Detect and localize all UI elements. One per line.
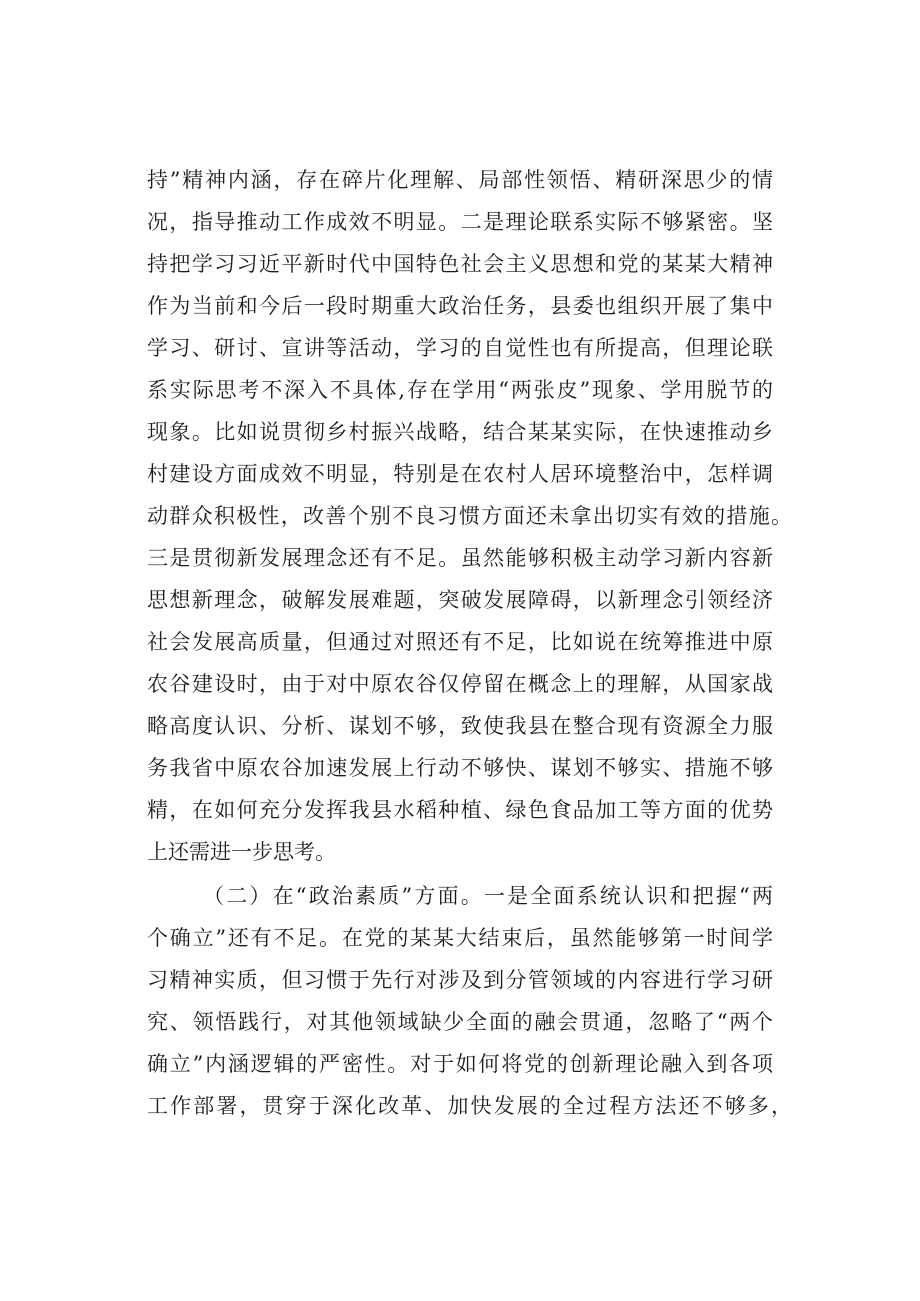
text-line: 三是贯彻新发展理念还有不足。虽然能够积极主动学习新内容新 [147,546,773,570]
text-line: 现象。比如说贯彻乡村振兴战略，结合某某实际，在快速推动乡 [147,420,773,444]
text-line: 动群众积极性，改善个别不良习惯方面还未拿出切实有效的措施。 [147,504,792,528]
text-line: 精，在如何充分发挥我县水稻种植、绿色食品加工等方面的优势 [147,798,773,822]
text-line: 确立”内涵逻辑的严密性。对于如何将党的创新理论融入到各项 [147,1052,773,1076]
text-line: 系实际思考不深入不具体,存在学用“两张皮”现象、学用脱节的 [147,378,773,402]
text-line: 村建设方面成效不明显，特别是在农村人居环境整治中，怎样调 [147,462,773,486]
text-line: 学习、研讨、宣讲等活动，学习的自觉性也有所提高，但理论联 [147,336,773,360]
text-line: （二）在“政治素质”方面。一是全面系统认识和把握“两 [203,884,773,908]
text-line: 略高度认识、分析、谋划不够，致使我县在整合现有资源全力服 [147,714,773,738]
text-line: 上还需进一步思考。 [147,840,336,864]
text-line: 况，指导推动工作成效不明显。二是理论联系实际不够紧密。坚 [147,210,773,234]
text-line: 工作部署，贯穿于深化改革、加快发展的全过程方法还不够多， [147,1094,792,1118]
text-line: 社会发展高质量，但通过对照还有不足，比如说在统筹推进中原 [147,630,773,654]
text-line: 持”精神内涵，存在碎片化理解、局部性领悟、精研深思少的情 [147,168,773,192]
text-line: 究、领悟践行，对其他领域缺少全面的融会贯通，忽略了“两个 [147,1010,773,1034]
text-line: 习精神实质，但习惯于先行对涉及到分管领域的内容进行学习研 [147,968,773,992]
text-line: 持把学习习近平新时代中国特色社会主义思想和党的某某大精神 [147,252,773,276]
text-line: 务我省中原农谷加速发展上行动不够快、谋划不够实、措施不够 [147,756,773,780]
text-line: 思想新理念，破解发展难题，突破发展障碍，以新理念引领经济 [147,588,773,612]
text-line: 农谷建设时，由于对中原农谷仅停留在概念上的理解，从国家战 [147,672,773,696]
text-line: 个确立”还有不足。在党的某某大结束后，虽然能够第一时间学 [147,926,773,950]
text-line: 作为当前和今后一段时期重大政治任务，县委也组织开展了集中 [147,294,773,318]
